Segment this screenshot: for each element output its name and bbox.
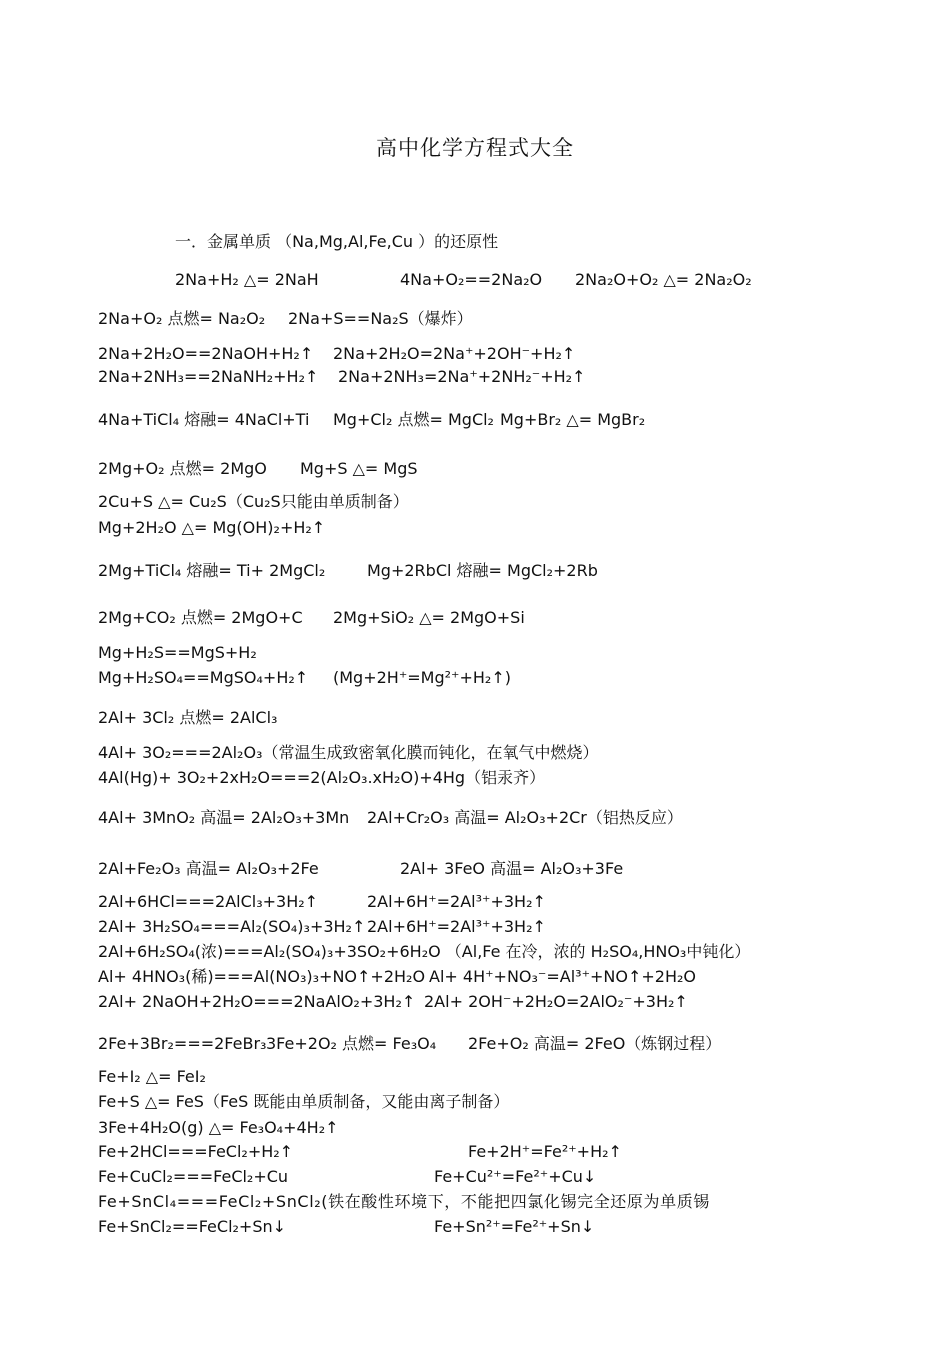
equation: 3Fe+2O₂ 点燃= Fe₃O₄ (266, 1034, 437, 1053)
equation: 2Fe+O₂ 高温= 2FeO（炼钢过程） (468, 1034, 722, 1053)
equation: 2Al+ 3H₂SO₄===Al₂(SO₄)₃+3H₂↑ (98, 917, 366, 936)
equation: 2Na+2NH₃==2NaNH₂+H₂↑ (98, 367, 319, 386)
equation: Mg+2RbCl 熔融= MgCl₂+2Rb (367, 561, 598, 580)
equation: Mg+Br₂ △= MgBr₂ (500, 410, 646, 429)
equation: 4Na+O₂==2Na₂O (400, 270, 543, 289)
equation: Mg+2H₂O △= Mg(OH)₂+H₂↑ (98, 518, 326, 537)
equation: 2Al+Fe₂O₃ 高温= Al₂O₃+2Fe (98, 859, 319, 878)
equation: Al+ 4HNO₃(稀)===Al(NO₃)₃+NO↑+2H₂O (98, 967, 426, 986)
section-heading: 一．金属单质 （Na,Mg,Al,Fe,Cu ）的还原性 (175, 232, 499, 251)
equation: Al+ 4H⁺+NO₃⁻=Al³⁺+NO↑+2H₂O (429, 967, 697, 986)
equation: 4Al(Hg)+ 3O₂+2xH₂O===2(Al₂O₃.xH₂O)+4Hg（铝汞齐） (98, 768, 546, 787)
equation: Fe+CuCl₂===FeCl₂+Cu (98, 1167, 289, 1186)
equation: 2Mg+TiCl₄ 熔融= Ti+ 2MgCl₂ (98, 561, 326, 580)
equation: 4Al+ 3MnO₂ 高温= 2Al₂O₃+3Mn (98, 808, 350, 827)
equation: 2Al+ 3Cl₂ 点燃= 2AlCl₃ (98, 708, 278, 727)
equation: Fe+2HCl===FeCl₂+H₂↑ (98, 1142, 294, 1161)
equation: Mg+H₂S==MgS+H₂ (98, 643, 257, 662)
equation: 2Na+S==Na₂S（爆炸） (288, 309, 473, 328)
equation: (Mg+2H⁺=Mg²⁺+H₂↑) (333, 668, 511, 687)
equation: 2Al+Cr₂O₃ 高温= Al₂O₃+2Cr（铝热反应） (367, 808, 683, 827)
equation: Fe+SnCl₄===FeCl₂+SnCl₂(铁在酸性环境下，不能把四氯化锡完全还原为单质锡 (98, 1192, 710, 1211)
equation: 2Na+2H₂O==2NaOH+H₂↑ (98, 344, 314, 363)
page-title: 高中化学方程式大全 (376, 136, 574, 160)
equation: Fe+Cu²⁺=Fe²⁺+Cu↓ (434, 1167, 597, 1186)
equation: 2Cu+S △= Cu₂S（Cu₂S只能由单质制备） (98, 492, 409, 511)
equation: 2Al+6H⁺=2Al³⁺+3H₂↑ (367, 892, 546, 911)
equation: 2Na+H₂ △= 2NaH (175, 270, 319, 289)
equation: 2Na+2NH₃=2Na⁺+2NH₂⁻+H₂↑ (338, 367, 586, 386)
equation: 2Na+2H₂O=2Na⁺+2OH⁻+H₂↑ (333, 344, 576, 363)
equation: 2Al+6H⁺=2Al³⁺+3H₂↑ (367, 917, 546, 936)
equation: 4Al+ 3O₂===2Al₂O₃（常温生成致密氧化膜而钝化，在氧气中燃烧） (98, 743, 599, 762)
equation: 2Mg+O₂ 点燃= 2MgO (98, 459, 267, 478)
equation: 2Al+6H₂SO₄(浓)===Al₂(SO₄)₃+3SO₂+6H₂O （Al,Fe 在冷，浓的 H₂SO₄,HNO₃中钝化） (98, 942, 751, 961)
equation: 2Al+ 2OH⁻+2H₂O=2AlO₂⁻+3H₂↑ (424, 992, 688, 1011)
equation: Fe+Sn²⁺=Fe²⁺+Sn↓ (434, 1217, 595, 1236)
equation: 3Fe+4H₂O(g) △= Fe₃O₄+4H₂↑ (98, 1118, 339, 1137)
equation: Fe+I₂ △= FeI₂ (98, 1067, 206, 1086)
equation: Fe+2H⁺=Fe²⁺+H₂↑ (468, 1142, 622, 1161)
equation: Mg+H₂SO₄==MgSO₄+H₂↑ (98, 668, 309, 687)
equation: 2Mg+SiO₂ △= 2MgO+Si (333, 608, 525, 627)
equation: Fe+S △= FeS（FeS 既能由单质制备，又能由离子制备） (98, 1092, 510, 1111)
equation: 4Na+TiCl₄ 熔融= 4NaCl+Ti (98, 410, 310, 429)
equation: 2Na₂O+O₂ △= 2Na₂O₂ (575, 270, 752, 289)
equation: 2Al+ 3FeO 高温= Al₂O₃+3Fe (400, 859, 624, 878)
equation: 2Mg+CO₂ 点燃= 2MgO+C (98, 608, 303, 627)
equation: 2Al+ 2NaOH+2H₂O===2NaAlO₂+3H₂↑ (98, 992, 416, 1011)
equation: 2Fe+3Br₂===2FeBr₃ (98, 1034, 267, 1053)
equation: Mg+S △= MgS (300, 459, 418, 478)
equation: Fe+SnCl₂==FeCl₂+Sn↓ (98, 1217, 287, 1236)
equation: Mg+Cl₂ 点燃= MgCl₂ (333, 410, 494, 429)
equation: 2Na+O₂ 点燃= Na₂O₂ (98, 309, 266, 328)
equation: 2Al+6HCl===2AlCl₃+3H₂↑ (98, 892, 319, 911)
